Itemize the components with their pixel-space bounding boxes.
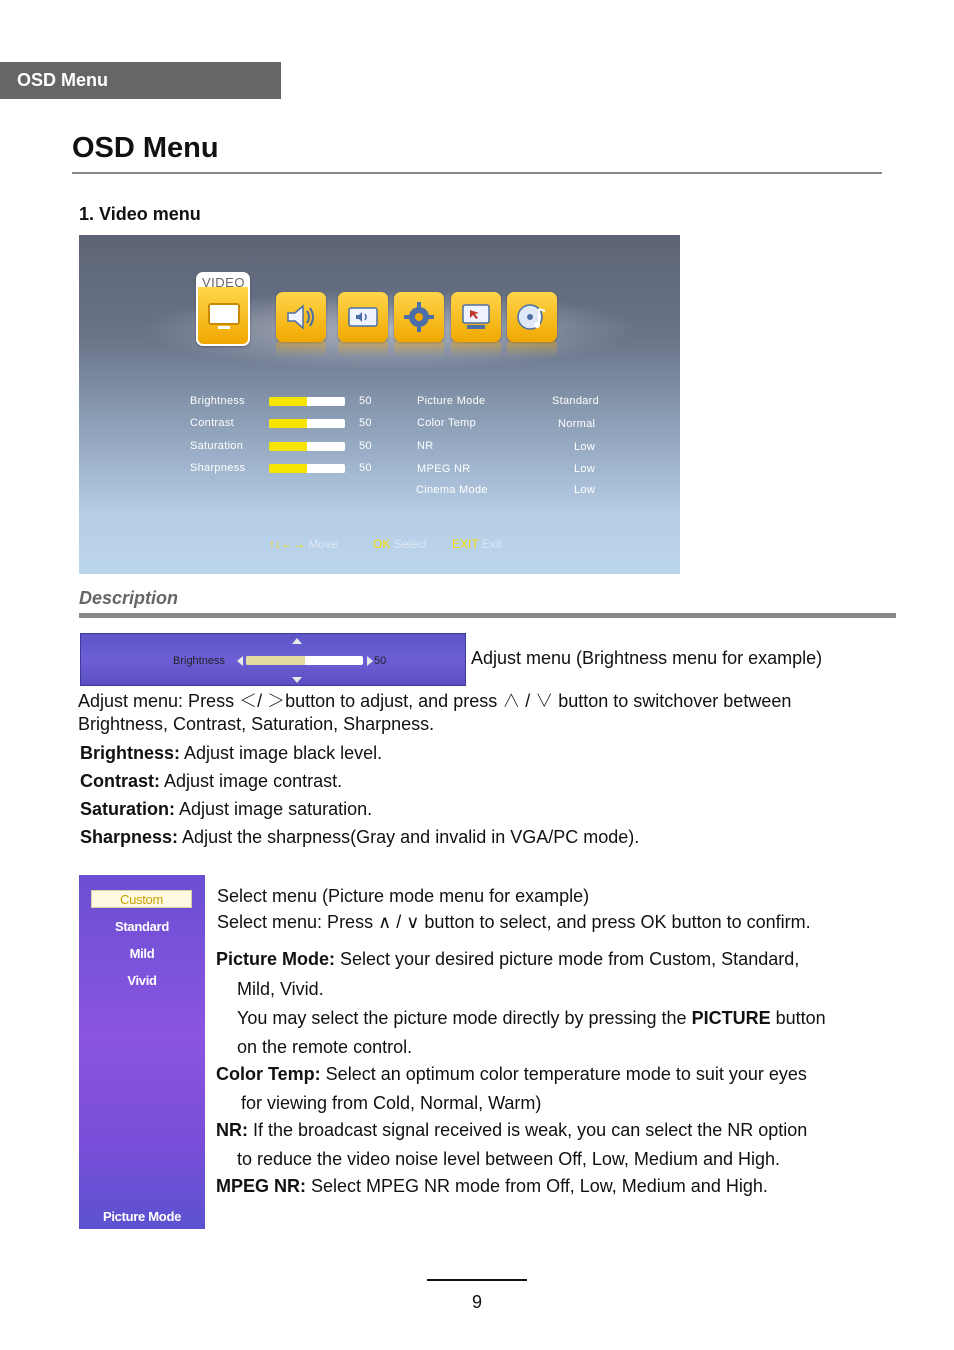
footer-ok-key: OK (373, 537, 391, 551)
menu-item-saturation[interactable]: Saturation (190, 440, 244, 452)
mpeg-nr-desc: Select MPEG NR mode from Off, Low, Medium and High. (306, 1176, 768, 1196)
contrast-value: 50 (359, 417, 372, 429)
menu-item-mpeg-nr[interactable]: MPEG NR (417, 463, 471, 475)
left-arrow-icon (237, 656, 243, 666)
picture-mode-option-custom[interactable]: Custom (91, 890, 192, 908)
mpeg-nr-value: Low (574, 463, 596, 475)
saturation-desc: Adjust image saturation. (175, 799, 373, 819)
mpeg-nr-definition (216, 1175, 768, 1197)
picture-mode-note-b: button (770, 1008, 826, 1028)
adjust-instruction-line2: Brightness, Contrast, Saturation, Sharpness. (78, 714, 435, 734)
footer-select-hint (373, 537, 427, 551)
adjust-label: Brightness (173, 655, 225, 667)
description-rule (79, 613, 896, 618)
color-temp-desc-cont: for viewing from Cold, Normal, Warm) (241, 1093, 542, 1113)
color-temp-value: Normal (558, 418, 596, 430)
nr-value: Low (574, 441, 596, 453)
section-heading: 1. Video menu (79, 204, 201, 224)
brightness-term: Brightness: (80, 743, 181, 763)
saturation-term: Saturation: (80, 799, 176, 819)
contrast-term: Contrast: (80, 771, 160, 791)
picture-mode-option-mild[interactable]: Mild (129, 946, 155, 961)
brightness-desc: Adjust image black level. (180, 743, 383, 763)
nr-term: NR: (216, 1120, 248, 1140)
menu-item-nr[interactable]: NR (417, 440, 434, 452)
sharpness-value: 50 (359, 462, 372, 474)
contrast-bar[interactable] (269, 419, 345, 428)
contrast-desc: Adjust image contrast. (160, 771, 343, 791)
tile-reflection (507, 341, 557, 357)
select-caption: Select menu (Picture mode menu for example) (217, 886, 590, 906)
sharpness-definition (80, 826, 639, 848)
picture-mode-option-standard[interactable]: Standard (115, 919, 169, 934)
speaker-icon (284, 300, 318, 334)
color-temp-term: Color Temp: (216, 1064, 321, 1084)
tab-video-label: VIDEO (202, 275, 245, 290)
picture-mode-note-a: You may select the picture mode directly by pressing the (237, 1008, 692, 1028)
gear-icon (402, 300, 436, 334)
tab-media[interactable] (507, 292, 557, 342)
sharpness-bar[interactable] (269, 464, 345, 473)
color-temp-desc: Select an optimum color temperature mode to suit your eyes (320, 1064, 807, 1084)
contrast-definition (80, 770, 342, 792)
monitor-icon (459, 300, 493, 334)
video-icon (206, 298, 242, 334)
brightness-bar-fill (269, 397, 307, 406)
adjust-caption: Adjust menu (Brightness menu for example) (471, 648, 823, 668)
page-number-rule (427, 1279, 527, 1281)
sharpness-term: Sharpness: (80, 827, 179, 847)
nr-desc: If the broadcast signal received is weak, you can select the NR option (248, 1120, 808, 1140)
footer-move-label: Move (308, 537, 338, 551)
tab-screen[interactable] (338, 292, 388, 342)
picture-mode-term: Picture Mode: (216, 949, 336, 969)
picture-mode-menu (79, 875, 205, 1229)
saturation-definition (80, 798, 372, 820)
tile-reflection (394, 341, 444, 357)
footer-exit-hint (452, 537, 502, 551)
footer-exit-key: EXIT (452, 537, 479, 551)
brightness-bar[interactable] (269, 397, 345, 406)
page-number: 9 (471, 1292, 482, 1312)
picture-mode-note-cont: on the remote control. (237, 1037, 413, 1057)
picture-mode-desc-cont: Mild, Vivid. (237, 979, 324, 999)
arrow-keys-icon: ↑↓←→ (269, 537, 305, 551)
title-rule (72, 172, 882, 174)
tile-reflection (338, 341, 388, 357)
page-title: OSD Menu (72, 132, 219, 164)
picture-mode-desc: Select your desired picture mode from Custom, Standard, (335, 949, 800, 969)
picture-mode-option-vivid[interactable]: Vivid (127, 973, 157, 988)
menu-item-contrast[interactable]: Contrast (190, 417, 234, 429)
adjust-bar-fill (246, 656, 305, 665)
tab-video[interactable] (196, 272, 250, 346)
brightness-adjust-example (80, 633, 466, 686)
tab-setup[interactable] (394, 292, 444, 342)
picture-key-label: PICTURE (691, 1008, 771, 1028)
menu-item-sharpness[interactable]: Sharpness (190, 462, 246, 474)
tab-pc[interactable] (451, 292, 501, 342)
sharpness-desc: Adjust the sharpness(Gray and invalid in VGA/PC mode). (178, 827, 640, 847)
color-temp-definition (216, 1063, 807, 1085)
up-arrow-icon (292, 638, 302, 644)
cinema-mode-value: Low (574, 484, 596, 496)
adjust-bar[interactable] (246, 656, 363, 665)
tile-reflection (276, 341, 326, 357)
brightness-definition (80, 742, 382, 764)
footer-select-label: Select (393, 537, 428, 551)
menu-item-cinema-mode[interactable]: Cinema Mode (416, 484, 488, 496)
adjust-instruction-line1: Adjust menu: Press ＜/ ＞button to adjust, and press ∧ / ∨ button to switchover between (78, 691, 792, 711)
brightness-value: 50 (359, 395, 372, 407)
header-tab: OSD Menu (0, 62, 281, 99)
menu-item-brightness[interactable]: Brightness (190, 395, 245, 407)
saturation-bar-fill (269, 442, 307, 451)
nr-definition (216, 1119, 807, 1141)
menu-item-color-temp[interactable]: Color Temp (417, 417, 477, 429)
nr-desc-cont: to reduce the video noise level between Off, Low, Medium and High. (237, 1149, 780, 1169)
mpeg-nr-term: MPEG NR: (216, 1176, 306, 1196)
screen-sound-icon (346, 300, 380, 334)
saturation-bar[interactable] (269, 442, 345, 451)
saturation-value: 50 (359, 440, 372, 452)
footer-exit-label: Exit (481, 537, 502, 551)
tile-reflection (451, 341, 501, 357)
picture-mode-definition (216, 948, 799, 970)
description-label: Description (79, 588, 179, 608)
disc-music-icon (515, 300, 549, 334)
video-menu-screenshot (79, 235, 680, 574)
picture-mode-value: Standard (552, 395, 600, 407)
menu-item-picture-mode[interactable]: Picture Mode (417, 395, 486, 407)
select-instruction: Select menu: Press ∧ / ∨ button to select, and press OK button to confirm. (217, 912, 811, 932)
picture-mode-menu-title: Picture Mode (102, 1209, 182, 1224)
down-arrow-icon (292, 677, 302, 683)
footer-move-hint (269, 537, 338, 551)
tab-audio[interactable] (276, 292, 326, 342)
right-arrow-icon (367, 656, 373, 666)
sharpness-bar-fill (269, 464, 307, 473)
adjust-value: 50 (374, 655, 387, 667)
picture-mode-note (237, 1007, 826, 1029)
contrast-bar-fill (269, 419, 307, 428)
